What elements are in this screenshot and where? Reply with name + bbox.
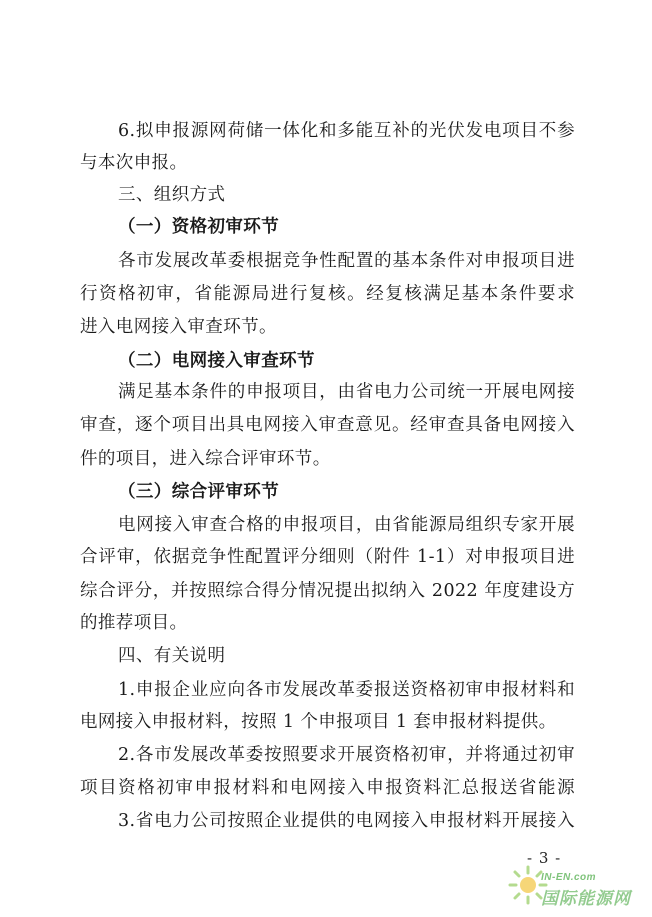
paragraph-line: 件的项目，进入综合评审环节。 [80,449,331,469]
paragraph-line: 各市发展改革委根据竞争性配置的基本条件对申报项目进 [118,251,575,271]
paragraph-line: 合评审，依据竞争性配置评分细则（附件 1-1）对申报项目进 [80,547,575,567]
paragraph-line: 满足基本条件的申报项目，由省电力公司统一开展电网接 [118,382,575,402]
subsection-heading: （一）资格初审环节 [118,217,280,237]
subsection-heading: （三）综合评审环节 [118,482,280,502]
paragraph-line: 行资格初审，省能源局进行复核。经复核满足基本条件要求 [80,284,575,304]
paragraph-line: 审查，逐个项目出具电网接入审查意见。经审查具备电网接入 [80,415,575,435]
paragraph-line: 进入电网接入审查环节。 [80,317,277,337]
paragraph-line: 电网接入申报材料，按照 1 个申报项目 1 套申报材料提供。 [80,712,557,732]
section-heading: 三、组织方式 [118,185,226,205]
watermark-brand: 国际能源网 [541,889,631,909]
watermark-site: IN-EN.com [541,872,597,883]
paragraph-line: 与本次申报。 [80,153,188,173]
subsection-heading: （二）电网接入审查环节 [118,351,315,371]
paragraph-line: 1.申报企业应向各市发展改革委报送资格初审申报材料和 [118,680,575,700]
paragraph-line: 项目资格初审申报材料和电网接入申报资料汇总报送省能源 [80,778,575,798]
page-number: - 3 - [527,849,562,867]
paragraph-line: 3.省电力公司按照企业提供的电网接入申报材料开展接入 [118,811,575,831]
paragraph-line: 的推荐项目。 [80,613,188,633]
watermark [507,862,647,912]
paragraph-line: 电网接入审查合格的申报项目，由省能源局组织专家开展 [118,515,575,535]
paragraph-line: 2.各市发展改革委按照要求开展资格初审，并将通过初审 [118,745,575,765]
paragraph-line: 6.拟申报源网荷储一体化和多能互补的光伏发电项目不参 [118,121,575,141]
paragraph-line: 综合评分，并按照综合得分情况提出拟纳入 2022 年度建设方 [80,581,575,601]
section-heading: 四、有关说明 [118,646,226,666]
